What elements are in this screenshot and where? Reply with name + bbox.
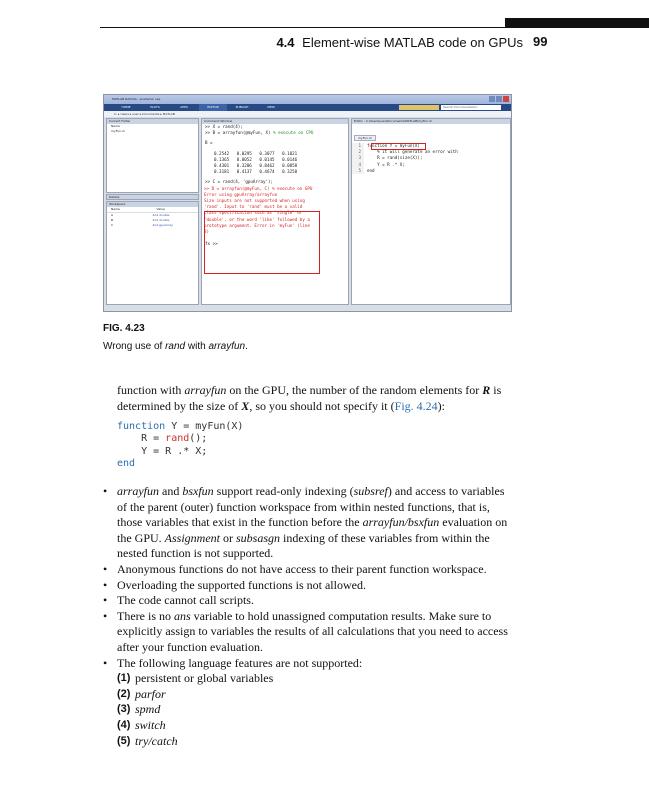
figure-link[interactable]: Fig. 4.24: [394, 398, 438, 413]
caption-func: rand: [165, 341, 186, 352]
code-function: rand: [165, 433, 190, 445]
current-folder-title: Current Folder: [107, 119, 198, 124]
enum-number: (5): [117, 734, 131, 747]
enum-item: [103, 734, 512, 750]
code-text: Y = R .* X;: [117, 445, 208, 457]
bullet-item: [103, 562, 512, 578]
tab-editor: EDITOR: [199, 104, 227, 111]
code-block: [117, 421, 243, 471]
tab-plots: PLOTS: [150, 105, 160, 109]
var-value: 4x4 double: [152, 218, 170, 222]
editor-tab: myFun.m: [354, 135, 376, 141]
enum-number: (3): [117, 703, 131, 716]
editor-highlight-box: [371, 143, 426, 150]
enum-text: persistent or global variables: [135, 671, 274, 686]
enum-item: [103, 687, 512, 703]
func-name: subsasgn: [236, 530, 281, 545]
tab-view: VIEW: [267, 105, 275, 109]
workspace-pane: [106, 201, 199, 305]
bullet-icon: •: [103, 484, 108, 498]
bullet-item: [103, 656, 512, 672]
text: , so you should not specify it (: [249, 398, 395, 413]
code-keyword: end: [117, 458, 136, 470]
enum-item: [103, 671, 512, 687]
editor-line: [352, 168, 510, 174]
close-icon: [503, 96, 509, 102]
text: The code cannot call scripts.: [117, 593, 254, 608]
bullet-item: [103, 609, 512, 656]
enum-text: try/catch: [135, 733, 178, 748]
line-number: 4: [352, 162, 364, 168]
error-line: Size inputs are not supported when using: [204, 198, 305, 204]
func-name: arrayfun: [117, 484, 159, 498]
text: The following language features are not supported:: [117, 655, 363, 670]
section-number: 4.4: [276, 35, 295, 50]
code-text: ();: [189, 433, 208, 445]
text: ):: [437, 398, 445, 413]
var-name: ans: [173, 608, 191, 623]
header-rule: [100, 27, 649, 28]
bullet-icon: •: [103, 655, 108, 670]
var-value: 4x4 double: [152, 213, 170, 217]
folder-item: myFun.m: [111, 129, 125, 133]
matrix-row: 0.2542 0.0295 0.3077 0.1021: [214, 150, 298, 156]
text: indexing of these variables from within the nested function is not supported.: [117, 530, 490, 561]
line-number: 3: [352, 155, 364, 161]
cmd-line: >> C = rand(4, 'gpuArray');: [205, 179, 274, 185]
func-name: bsxfun: [182, 484, 214, 498]
search-documentation: Search Documentation: [441, 105, 501, 110]
line-code: end: [367, 167, 375, 173]
command-window-title: Command Window: [202, 119, 348, 124]
caption-func: arrayfun: [208, 341, 246, 352]
text: function with: [117, 383, 185, 397]
var-name: B: [111, 218, 114, 222]
workspace-col-name: Name: [111, 207, 120, 211]
cmd-line: [202, 130, 348, 136]
details-title: Details: [107, 195, 198, 200]
page-number: 99: [533, 34, 548, 49]
bullet-icon: •: [103, 608, 108, 623]
current-folder-pane: [106, 118, 199, 193]
text: and: [159, 484, 183, 498]
line-code: Y = R .* X;: [367, 161, 405, 167]
text: ) and access to variables of the parent (outer) function workspace from within nested functions, that is, those variables that exist in the function before the: [117, 484, 505, 530]
bullet-item: [103, 593, 512, 609]
quick-access-toolbar: [399, 105, 439, 110]
matlab-screenshot: [103, 94, 512, 312]
code-keyword: function: [117, 421, 166, 432]
enum-number: (4): [117, 718, 131, 731]
var-name: X: [241, 398, 250, 413]
enum-item: [103, 702, 512, 718]
error-line: 'rand'. Input to 'rand' must be a valid: [204, 204, 303, 210]
details-pane: [106, 194, 199, 200]
text: Anonymous functions do not have access to their parent function workspace.: [117, 561, 487, 576]
var-name: C: [111, 223, 114, 227]
func-name: arrayfun/bsxfun: [362, 515, 440, 530]
enum-text: spmd: [135, 702, 161, 717]
running-head: [100, 35, 523, 50]
maximize-icon: [496, 96, 502, 102]
func-name: Assignment: [164, 530, 221, 545]
bullet-list: [103, 484, 512, 749]
matrix-row: 0.1365 0.0052 0.0145 0.0146: [214, 156, 298, 162]
section-title: Element-wise MATLAB code on GPUs: [302, 35, 523, 50]
enum-text: switch: [135, 717, 166, 732]
error-line: 'double', or the word 'like' followed by a: [204, 216, 310, 222]
window-controls: [489, 96, 509, 102]
cmd-text: >> B = arrayfun(@myFun, X): [205, 130, 271, 136]
func-name: arrayfun: [184, 383, 227, 397]
line-number: 2: [352, 149, 364, 155]
paragraph: [117, 383, 512, 414]
bullet-icon: •: [103, 577, 108, 592]
matrix-row: 0.3181 0.4137 0.4674 0.3258: [214, 169, 298, 175]
bullet-icon: •: [103, 593, 108, 608]
text: on the GPU, the number of the random elements for: [226, 383, 483, 397]
text: Overloading the supported functions is not allowed.: [117, 577, 366, 592]
line-code: function Y = myFun(X): [367, 143, 420, 148]
workspace-col-value: Value: [156, 207, 165, 211]
figure-caption: [103, 341, 248, 352]
line-code: % it will generate an error with: [367, 149, 458, 155]
enum-item: [103, 718, 512, 734]
cmd-line: B =: [205, 140, 213, 146]
bullet-item: [103, 484, 512, 562]
command-prompt: fx >>: [205, 241, 218, 247]
enum-text: parfor: [135, 686, 166, 701]
text: is determined by the size of: [117, 383, 502, 413]
var-name: R: [482, 383, 491, 397]
text: support read-only indexing (: [213, 484, 354, 498]
text: There is no: [117, 608, 174, 623]
tab-publish: PUBLISH: [235, 105, 249, 109]
tab-home: HOME: [121, 105, 131, 109]
workspace-title: Workspace: [107, 202, 198, 207]
func-name: subsref: [353, 484, 388, 498]
cmd-line: >> X = rand(4);: [205, 124, 243, 129]
figure-label: FIG. 4.23: [103, 323, 145, 334]
line-number: 5: [352, 168, 364, 174]
bullet-item: [103, 578, 512, 594]
path-bar: C: ▸ Users ▸ user ▸ Documents ▸ MATLAB: [104, 111, 511, 117]
workspace-row: [107, 223, 198, 228]
caption-text: with: [185, 341, 209, 352]
line-code: R = rand(size(X));: [367, 155, 423, 161]
enum-number: (2): [117, 687, 131, 700]
line-number: 1: [352, 143, 364, 149]
matrix-row: 0.4301 0.3206 0.8462 0.0858: [214, 163, 298, 169]
var-name: A: [111, 213, 114, 217]
code-text: Y = myFun(X): [165, 421, 244, 432]
folder-column-name: Name: [111, 124, 120, 128]
bullet-icon: •: [103, 561, 108, 576]
cmd-comment: % execute on CPU: [273, 130, 314, 136]
error-highlight-box: [204, 211, 320, 274]
caption-text: Wrong use of: [103, 341, 166, 352]
tab-apps: APPS: [180, 105, 188, 109]
editor-title: Editor - C:\Users\user\Documents\MATLAB\myFun.m: [352, 119, 510, 124]
error-line: 3): [204, 229, 210, 235]
error-line: class specification such as 'single' or: [204, 210, 303, 216]
text: or: [220, 530, 237, 545]
code-text: R =: [117, 433, 166, 445]
error-line: prototype argument. Error in 'myFun' (line: [204, 222, 310, 228]
text: evaluation on the GPU.: [117, 515, 508, 545]
minimize-icon: [489, 96, 495, 102]
text: variable to hold unassigned computation results. Make sure to explicitly assign to variables the results of all calculations that you need to access after your function evaluation.: [117, 608, 508, 654]
error-line: >> D = arrayfun(@myFun, C) % execute on GPU: [204, 185, 313, 191]
error-line: Error using gpuArray/arrayfun: [204, 191, 278, 197]
window-title: MATLAB R2015a - academic use: [104, 95, 511, 104]
caption-text: .: [245, 341, 248, 352]
enum-number: (1): [117, 672, 131, 685]
var-value: 4x4 gpuArray: [152, 223, 173, 227]
